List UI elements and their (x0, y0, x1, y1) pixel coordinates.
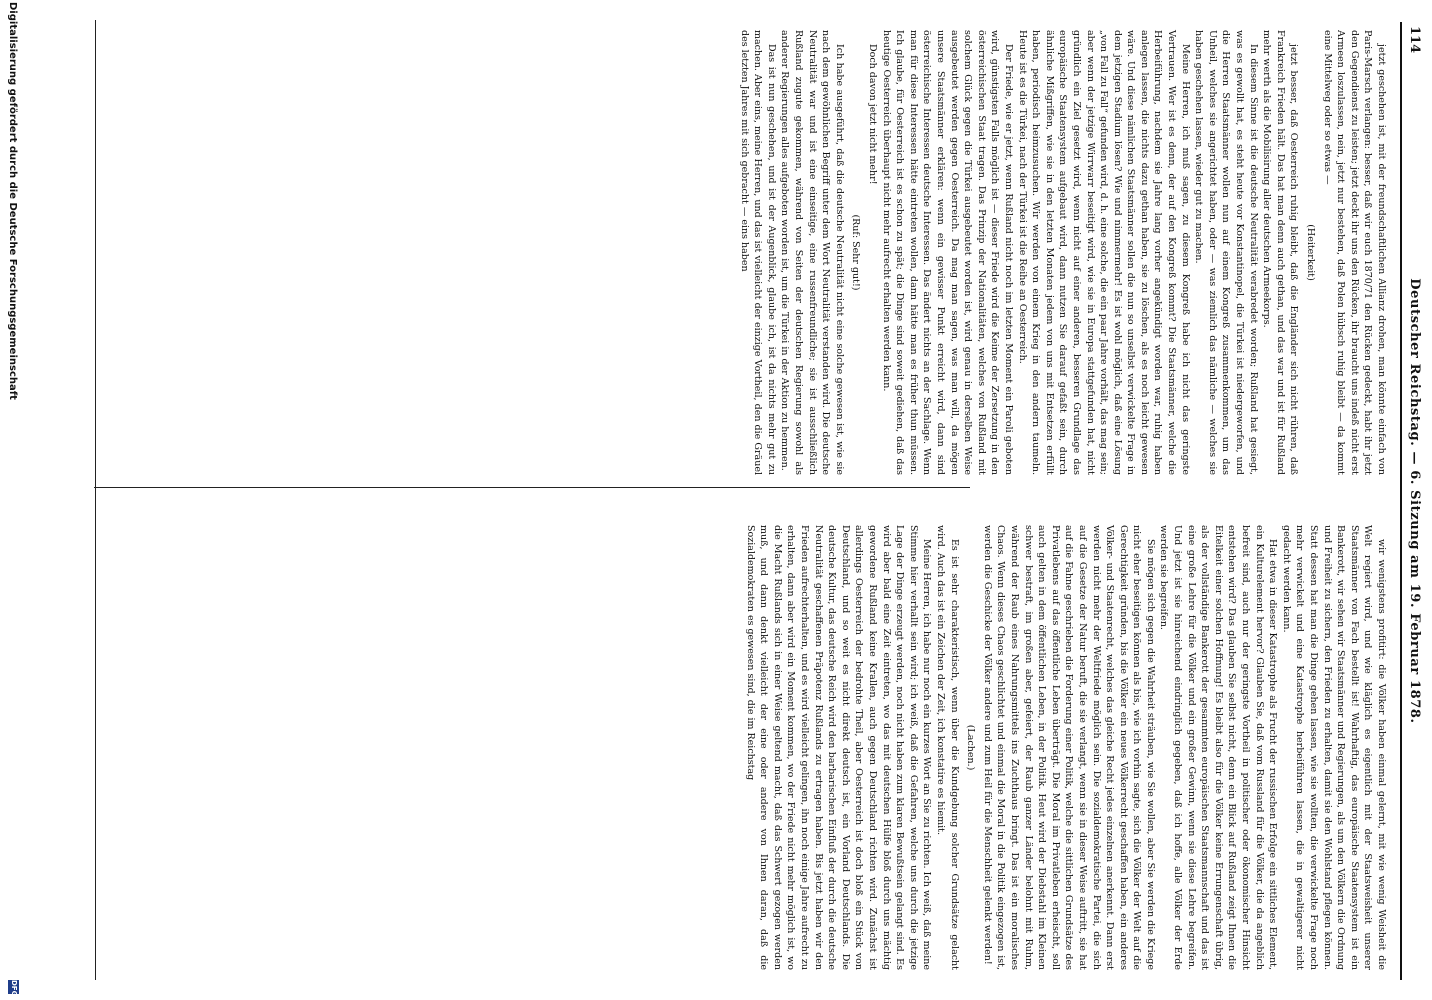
paragraph: jetzt besser, daß Oesterreich ruhig bleibt, daß die Engländer sich nicht rühren, daß Frankreich Frieden hält. Das hat man denn auch gethan, und das war und ist für Rußland mehr werth als die Mobilisirung aller deutschen Armeekorps. (1261, 30, 1300, 475)
column-divider (94, 487, 970, 488)
interjection: (Ruf: Sehr gut!) (850, 214, 862, 291)
paragraph: Der Friede, wie er jetzt, wenn Rußland nicht noch im letzten Moment ein Paroli geboten wird, günstigsten Falls möglich ist — dieser Friede wird die Keime der Zersetzung in den österreichischen Staat tragen. Das Prinzip der Nationalitäten, welches von Rußland mit solchem Glück gegen die Türkei ausgebeutet worden ist, wird genau in derselben Weise ausgebeutet werden gegen Oesterreich. Da mag man sagen, was man will, da mögen unsere Staatsmänner erklären: wenn ein gewisser Punkt erreicht wird, dann sind österreichische Interessen deutsche Interessen. Das ändert nichts an der Sachlage. Wenn man für diese Interessen hätte eintreten wollen, dann hätte man es früher thun müssen. Ich glaube, für Oesterreich ist es schon zu spät; die Dinge sind soweit gediehen, daß das heutige Oesterreich überhaupt nicht mehr aufrecht erhalten werden kann. (880, 30, 1014, 475)
paragraph: Doch davon jetzt nicht mehr! (867, 44, 879, 185)
right-column (743, 525, 1388, 970)
paragraph: jetzt geschehen ist, mit der freundschaftlichen Allianz drohen, man könnte einfach von Paris-Marsch verlangen: besser, daß wir euch 1870/71 den Rücken gedeckt, habt ihr jetzt den Gegendienst zu leisten; jetzt deckt ihr uns den Rücken, ihr braucht uns indeß nicht erst Armeen loszulassen, nein, jetzt nur bestehen, daß Polen hübsch ruhig bleibt — da kommt eine Mittelweg oder so etwas — (1321, 30, 1387, 475)
paragraph: Das ist nun geschehen, und ist der Augenblick, glaube ich, ist da nichts mehr gut zu machen. Aber eins, meine Herren, und das ist vielleicht der einzige Vortheil, den die Gräuel des letzten Jahres mit sich gebracht — eins haben (738, 30, 777, 475)
dfg-logo: DFG (10, 980, 18, 997)
digitization-credit: Digitalisierung gefördert durch die Deutsche Forschungsgemeinschaft (7, 2, 18, 400)
paragraph: Meine Herren, ich habe nur noch ein kurzes Wort an Sie zu richten. Ich weiß, daß meine Stimme hier verhallt sein wird; ich weiß, daß die Gefahren, welche uns durch die jetzige Lage der Dinge erzeugt werden, noch nicht haben zum klaren Bewußtsein gelangt sind. Es wird aber bald eine Zeit eintreten, wo das mit deutschen Hülfe bloß durch uns mächtig gewordene Rußland keine Krallen, auch gegen Deutschland richten wird. Zunächst ist allerdings Oesterreich der bedrohte Theil, aber Oesterreich ist doch bloß ein Stück von Deutschland, und so weit es nicht direkt deutsch ist, ein Vorland Deutschlands. Die deutsche Kultur, das deutsche Reich wird den barbarischen Einfluß der durch die deutsche Neutralität geschaffenen Präpotenz Rußlands zu ertragen haben. Bis jetzt haben wir den Frieden aufrechterhalten, und es wird vielleicht gelingen, ihn noch einige Jahre aufrecht zu erhalten, dann aber wird ein Moment kommen, wo der Friede nicht mehr möglich ist, wo die Macht Rußlands sich in einer Weise geltend macht, daß das Schwert gezogen werden muß, und dann denkt vielleicht der eine oder andere von Ihnen daran, daß die Sozialdemokraten es gewesen sind, die im Reichstag (744, 525, 933, 970)
paragraph: Sie mögen sich gegen die Wahrheit sträuben, wie Sie wollen, aber Sie werden die Kriege nicht eher beseitigen können als bis, wie ich vorhin sagte, sich die Völker der Welt auf die Gerechtigkeit gründen, bis die Völker ein neues Völkerrecht geschaffen haben, ein anderes Völker- und Staatenrecht, welches das gleiche Recht jedes einzelnen anerkennt. Dann erst werden nicht mehr der Weltfriede möglich sein. Die sozialdemokratische Partei, die sich auf die Gesetze der Natur beruft, die sie verlangt, wenn sie in dieser Weise auftritt, sie hat auf die Fahne geschrieben die Forderung einer Politik, welche die sittlichen Grundsätze des Privatlebens auf das öffentliche Leben überträgt. Die Moral im Privatleben erheischt, soll auch gelten in dem öffentlichen Leben, in der Politik. Heut wird der Diebstahl im Kleinen schwer bestraft, im großen aber, gefeiert, der Raub ganzer Länder belohnt mit Ruhm, während der Raub eines Nahrungsmittels ins Zuchthaus bringt. Das ist ein moralisches Chaos. Wenn dieses Chaos geschlichtet und einmal die Moral in die Politik eingezogen ist, werden die Geschicke der Völker andere und zum Heil für die Menschheit gelenkt werden! (981, 525, 1156, 970)
interjection: (Heiterkeit) (1305, 224, 1317, 281)
paragraph: In diesem Sinne ist die deutsche Neutralität verabredet worden; Rußland hat gesiegt, was es gewollt hat, es steht heute vor Konstantinopel, die Türkei ist niedergeworfen, und die Herren Staatsmänner wollen nun auf einem Kongreß zusammenkommen, um das Unheil, welches sie angerichtet haben, oder — was ziemlich das nämliche — welches sie haben geschehen lassen, wieder gut zu machen. (1193, 30, 1259, 475)
paragraph: wir wenigstens profitirt: die Völker haben einmal gelernt, mit wie wenig Weisheit die Welt regiert wird, und wie kläglich es eigentlich mit der Staatsweisheit unserer Staatsmänner von Fach bestellt ist! Wahrhaftig, das europäische Staatensystem ist ein Bankerott, wir sehen wir Staatsmänner und Regierungen, als um den Völkern die Ordnung und Freiheit zu sichern, den Frieden zu erhalten, damit sie den Wohlstand pflegen können. Statt dessen hat man die Dinge gehen lassen, wie sie wollten, die verwickelte Frage noch mehr verwickelt und eine Katastrophe herbeiführen lassen, die in gewaltigerer nicht gedacht werden kann. (1280, 525, 1387, 970)
page-number: 114 (1407, 26, 1422, 54)
interjection: (Lachen.) (965, 724, 977, 771)
paragraph: Es ist sehr charakteristisch, wenn über die Kundgebung solcher Grundsätze gelacht wird. Auch das ist ein Zeichen der Zeit, ich konstatire es hiemit. (935, 525, 960, 970)
paragraph: Meine Herren, ich muß sagen, zu diesem Kongreß habe ich nicht das geringste Vertrauen. Wer ist es denn, der auf den Kongreß kommt? Die Staatsmänner, welche die Herbeiführung, nachdem sie Jahre lang vorher angekündigt worden war, ruhig haben anlegen lassen, die nichts dazu gethan haben, sie zu löschen, als es noch leicht gewesen wäre. Und diese nämlichen Staatsmänner sollen die nun so unselbst verwickelte Frage in dem jetzigen Stadium lösen? Wie und nimmermehr! Es ist wohl möglich, daß eine Lösung „von Fall zu Fall“ gefunden wird, d. h. eine solche, die ein paar Jahre vorhält, das mag sein; aber wenn der jetzige Wirrwarr beseitigt wird, wie sie in Europa stattgefunden hat, nicht gründlich ein Ziel gesetzt wird, wenn nicht auf einer anderen, besseren Grundlage das europäische Staatensystem aufgebaut wird, dann nutzen Sie darauf gefaßt sein, durch ähnliche Mißgriffen, wie sie in den letzten Monaten jedem von uns mit Entsetzen erfüllt haben, periodisch heimzusuchen. Wir werden von einem Krieg in den andern taumeln. Heute ist es die Türkei, nach der Türkei ist die Reihe an Oesterreich. (1016, 30, 1191, 475)
bottom-rule (95, 20, 96, 980)
paragraph: Ich habe ausgeführt, daß die deutsche Neutralität nicht eine solche gewesen ist, wie sie nach dem gewöhnlichen Begriff unter dem Wort Neutralität verstanden wird. Die deutsche Neutralität war und ist eine einseitige, eine russenfreundliche; sie ist ausschließlich Rußland zugute gekommen, während von Seiten der deutschen Regierung sowohl als anderer Regierungen alles aufgeboten worden ist, um die Türkei in der Aktion zu hemmen. (779, 30, 845, 475)
running-title: Deutscher Reichstag. — 6. Sitzung am 19. Februar 1878. (1407, 278, 1422, 724)
page-header (1400, 22, 1428, 980)
paragraph: Hat etwa in dieser Katastrophe als Frucht der russischen Erfolge ein sittliches Element, ein Kulturelement hervor? Glauben Sie, daß vom Russland für die Völker, die da angeblich befreit sind, auch nur der geringste Vortheil in politischer oder ökonomischer Hinsicht entstehen wird? Das glauben Sie selbst nicht, denn ein Blick auf Rußland zeigt Ihnen die Eitelkeit einer solchen Hoffnung! Es bleibt also für die Völker keine Errungenschaft übrig, als der vollständige Bankerott der gesammten europäischen Staatsmannschaft und das ist eine große Lehre für die Völker und ein großer Gewinn, wenn sie diese Lehre begreifen. Und jetzt ist sie hinreichend eindringlich gegeben, daß ich hoffe, alle Völker der Erde werden sie begreifen. (1158, 525, 1279, 970)
left-column (737, 30, 1388, 475)
